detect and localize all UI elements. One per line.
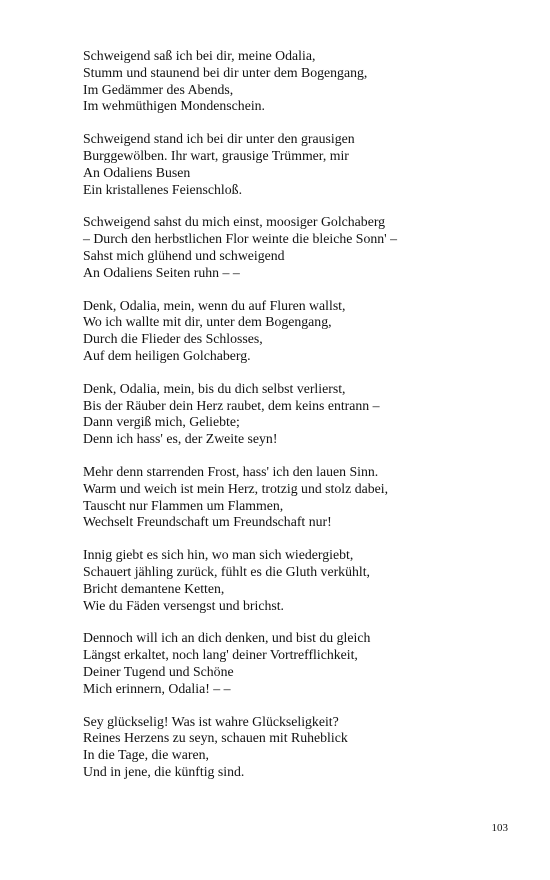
stanza: [83, 381, 523, 448]
poem-line: Schweigend sahst du mich einst, moosiger Golchaberg: [83, 214, 386, 230]
poem-line: Auf dem heiligen Golchaberg.: [83, 347, 251, 363]
poem-line: Dann vergiß mich, Geliebte;: [83, 414, 240, 430]
poem-line: Mehr denn starrenden Frost, hass' ich den lauen Sinn.: [83, 463, 379, 479]
poem-line: Warm und weich ist mein Herz, trotzig und stolz dabei,: [83, 480, 389, 496]
poem-line: Bricht demantene Ketten,: [83, 580, 225, 596]
stanza: [83, 714, 523, 781]
poem-line: Wechselt Freundschaft um Freundschaft nur!: [83, 514, 332, 530]
poem-line: Burggewölben. Ihr wart, grausige Trümmer, mir: [83, 147, 349, 163]
stanza: [83, 214, 523, 281]
poem-line: Tauscht nur Flammen um Flammen,: [83, 497, 284, 513]
poem-line: Denn ich hass' es, der Zweite seyn!: [83, 431, 278, 447]
poem-line: Schweigend saß ich bei dir, meine Odalia,: [83, 48, 316, 63]
poem-line: In die Tage, die waren,: [83, 747, 209, 763]
poem-line: Im Gedämmer des Abends,: [83, 81, 234, 97]
poem-line: Wo ich wallte mit dir, unter dem Bogengang,: [83, 314, 332, 330]
poem-line: Wie du Fäden versengst und brichst.: [83, 597, 284, 613]
stanza: [83, 464, 523, 531]
poem-line: Sey glückselig! Was ist wahre Glückseligkeit?: [83, 713, 339, 729]
poem: [83, 48, 523, 797]
poem-line: Stumm und staunend bei dir unter dem Bogengang,: [83, 64, 368, 80]
poem-line: Innig giebt es sich hin, wo man sich wiedergiebt,: [83, 547, 354, 563]
stanza: [83, 48, 523, 115]
poem-line: Im wehmüthigen Mondenschein.: [83, 98, 266, 114]
poem-line: Schweigend stand ich bei dir unter den grausigen: [83, 131, 355, 147]
poem-line: Mich erinnern, Odalia! – –: [83, 680, 231, 696]
poem-line: Schauert jähling zurück, fühlt es die Gluth verkühlt,: [83, 563, 370, 579]
poem-line: Durch die Flieder des Schlosses,: [83, 331, 263, 347]
stanza: [83, 630, 523, 697]
poem-line: Denk, Odalia, mein, wenn du auf Fluren wallst,: [83, 297, 346, 313]
poem-line: Denk, Odalia, mein, bis du dich selbst verlierst,: [83, 380, 346, 396]
poem-line: Bis der Räuber dein Herz raubet, dem keins entrann –: [83, 397, 380, 413]
poem-line: An Odaliens Busen: [83, 164, 191, 180]
poem-line: Dennoch will ich an dich denken, und bist du gleich: [83, 630, 371, 646]
poem-line: An Odaliens Seiten ruhn – –: [83, 264, 240, 280]
poem-line: Längst erkaltet, noch lang' deiner Vortrefflichkeit,: [83, 647, 358, 663]
poem-line: Reines Herzens zu seyn, schauen mit Ruheblick: [83, 730, 348, 746]
poem-line: Sahst mich glühend und schweigend: [83, 247, 285, 263]
poem-line: Deiner Tugend und Schöne: [83, 663, 234, 679]
page-number: 103: [491, 822, 508, 834]
poem-line: – Durch den herbstlichen Flor weinte die bleiche Sonn' –: [83, 231, 397, 247]
poem-line: Ein kristallenes Feienschloß.: [83, 181, 243, 197]
stanza: [83, 547, 523, 614]
stanza: [83, 131, 523, 198]
stanza: [83, 298, 523, 365]
poem-line: Und in jene, die künftig sind.: [83, 763, 245, 779]
